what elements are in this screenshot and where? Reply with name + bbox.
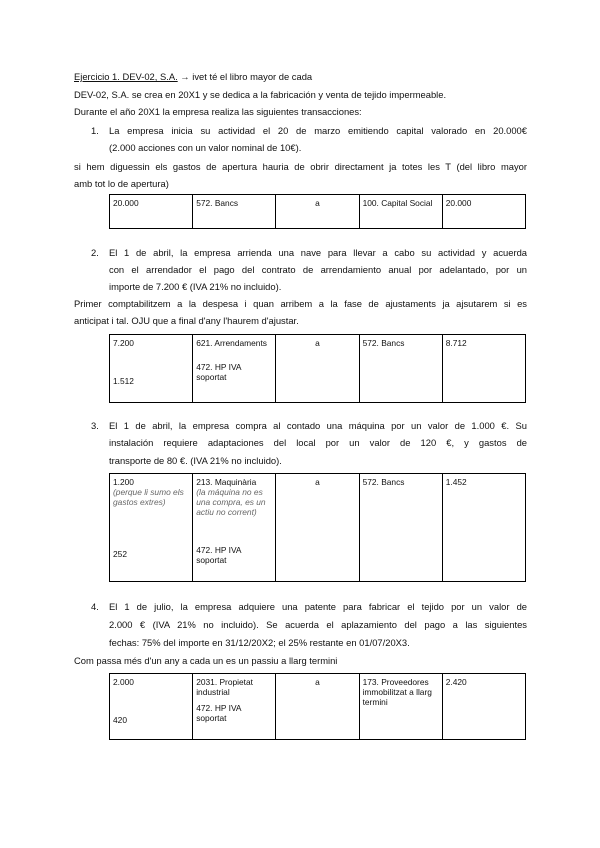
intro-line: Durante el año 20X1 la empresa realiza las siguientes transacciones: [74,106,362,117]
debit-accounts-cell [193,335,276,403]
debit-account: 2031. Propietat industrial [196,677,253,697]
item-text: El 1 de julio, la empresa adquiere una patente para fabricar el tejido por un valor de [109,601,527,612]
journal-entry-1 [109,194,526,229]
exercise-title [74,71,312,83]
credit-amount: 20.000 [442,195,525,229]
credit-account: 100. Capital Social [359,195,442,229]
debit-amounts-cell [110,335,193,403]
item-number: 3. [91,420,99,431]
item-text: instalación requiere adaptaciones del local por un valor de 120 €, y gastos de [109,437,527,448]
debit-accounts-cell [193,474,276,582]
journal-entry-2 [109,334,526,403]
debit-amount: 20.000 [110,195,193,229]
item-number: 4. [91,601,99,612]
debit-account: 472. HP IVA soportat [196,545,242,565]
debit-amount: 1.512 [113,376,134,386]
debit-amounts-cell [110,674,193,740]
credit-amount: 8.712 [442,335,525,403]
item-text: importe de 7.200 € (IVA 21% no incluido). [109,281,282,292]
comment-line: Com passa més d'un any a cada un es un passiu a llarg termini [74,655,338,666]
item-text: 2.000 € (IVA 21% no incluido). Se acuerda el aplazamiento del pago a las siguientes [109,619,527,630]
journal-entry-4 [109,673,526,740]
credit-amount: 1.452 [442,474,525,582]
item-number: 1. [91,125,99,136]
debit-account: 472. HP IVA soportat [196,362,242,382]
journal-entry-3 [109,473,526,582]
debit-account: 213. Maquinària [196,477,257,487]
debit-amount: 420 [113,715,127,725]
debit-account: 572. Bancs [193,195,276,229]
credit-amount: 2.420 [442,674,525,740]
debit-account: 472. HP IVA soportat [196,703,242,723]
debit-amount: 2.000 [113,677,134,687]
credit-account: 572. Bancs [359,335,442,403]
annotation-note: (la máquina no es una compra, es un actiu no corrent) [196,487,266,517]
comment-line: Primer comptabilitzem a la despesa i quan arribem a la fase de ajustaments ja ajsutarem si es [74,298,527,309]
comment-line: amb tot lo de apertura) [74,178,169,189]
debit-accounts-cell [193,674,276,740]
item-text: transporte de 80 €. (IVA 21% no incluido). [109,455,282,466]
exercise-title-rest: → ivet té el libro mayor de cada [177,71,313,82]
debit-amount: 7.200 [113,338,134,348]
item-text: (2.000 acciones con un valor nominal de 10€). [109,142,302,153]
item-text: La empresa inicia su actividad el 20 de marzo emitiendo capital valorado en 20.000€ [109,125,527,136]
debit-account: 621. Arrendaments [196,338,267,348]
debit-amount: 1.200 [113,477,134,487]
comment-line: anticipat i tal. OJU que a final d'any l'haurem d'ajustar. [74,315,299,326]
item-text: El 1 de abril, la empresa compra al contado una máquina por un valor de 1.000 €. Su [109,420,527,431]
item-number: 2. [91,247,99,258]
entry-separator: a [276,474,359,582]
entry-separator: a [276,195,359,229]
credit-account: 173. Proveedores immobilitzat a llarg termini [359,674,442,740]
intro-line: DEV-02, S.A. se crea en 20X1 y se dedica a la fabricación y venta de tejido impermeable. [74,89,447,100]
item-text: fechas: 75% del importe en 31/12/20X2; el 25% restante en 01/07/20X3. [109,637,410,648]
comment-line: si hem diguessin els gastos de apertura hauria de obrir directament ja totes les T (del libro mayor [74,161,527,172]
exercise-title-underlined: Ejercicio 1. DEV-02, S.A. [74,71,178,82]
credit-account: 572. Bancs [359,474,442,582]
debit-amount: 252 [113,549,127,559]
entry-separator: a [276,335,359,403]
entry-separator: a [276,674,359,740]
item-text: con el arrendador el pago del contrato de arrendamiento anual por adelantado, por un [109,264,527,275]
annotation-note: (perque li sumo els gastos extres) [113,487,184,507]
item-text: El 1 de abril, la empresa arrienda una nave para llevar a cabo su actividad y acuerda [109,247,527,258]
debit-amounts-cell [110,474,193,582]
